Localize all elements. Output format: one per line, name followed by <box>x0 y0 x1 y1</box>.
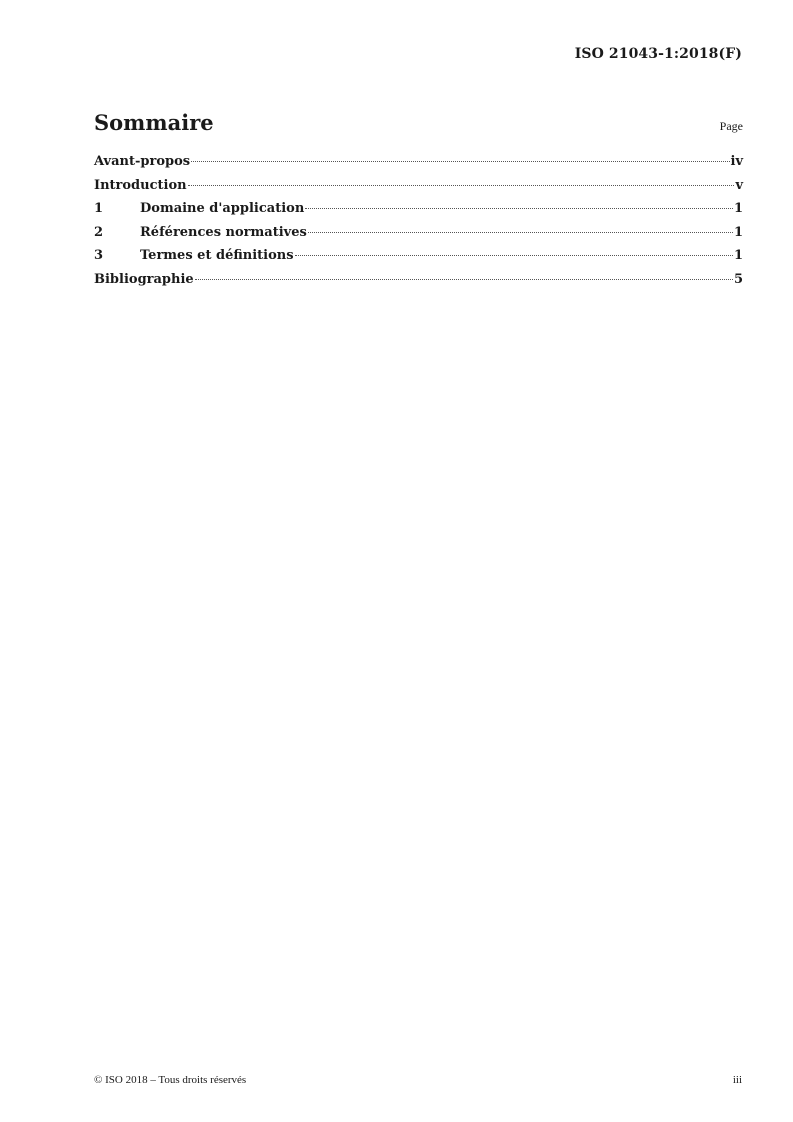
toc-entry-domaine-application[interactable] <box>94 201 743 225</box>
toc-entry-number: 3 <box>94 248 104 264</box>
toc-header <box>94 110 743 140</box>
toc-leader-dots <box>308 232 733 233</box>
footer-copyright: © ISO 2018 – Tous droits réservés <box>94 1074 247 1086</box>
toc-entry-label: Domaine d'application <box>140 201 305 217</box>
toc-entry-page: 1 <box>733 224 743 240</box>
toc-leader-dots <box>188 185 735 186</box>
toc-entry-label: Introduction <box>94 177 187 193</box>
toc-entry-number: 2 <box>94 224 104 240</box>
toc-entry-page: v <box>735 177 743 193</box>
footer-page-number: iii <box>732 1074 742 1086</box>
toc-entry-page: iv <box>730 154 743 169</box>
toc-leader-dots <box>191 161 729 162</box>
document-identifier: ISO 21043-1:2018(F) <box>574 46 742 62</box>
toc-leader-dots <box>295 255 733 256</box>
toc-entry-references-normatives[interactable] <box>94 225 743 249</box>
toc-entry-page: 5 <box>733 271 743 287</box>
toc-entry-label: Références normatives <box>140 224 307 240</box>
toc-entry-label: Avant-propos <box>94 154 191 169</box>
toc-entry-page: 1 <box>733 201 743 217</box>
toc-list <box>94 154 743 296</box>
toc-entry-label: Bibliographie <box>94 271 194 287</box>
toc-page-column-label: Page <box>719 119 743 133</box>
toc-title: Sommaire <box>94 110 214 135</box>
toc-entry-label: Termes et définitions <box>140 248 294 264</box>
toc-entry-number: 1 <box>94 201 104 217</box>
toc-entry-avant-propos[interactable] <box>94 154 743 178</box>
toc-entry-introduction[interactable] <box>94 178 743 202</box>
toc-entry-bibliographie[interactable] <box>94 272 743 296</box>
toc-entry-page: 1 <box>733 248 743 264</box>
toc-leader-dots <box>305 208 733 209</box>
toc-leader-dots <box>195 279 733 280</box>
toc-entry-termes-definitions[interactable] <box>94 248 743 272</box>
